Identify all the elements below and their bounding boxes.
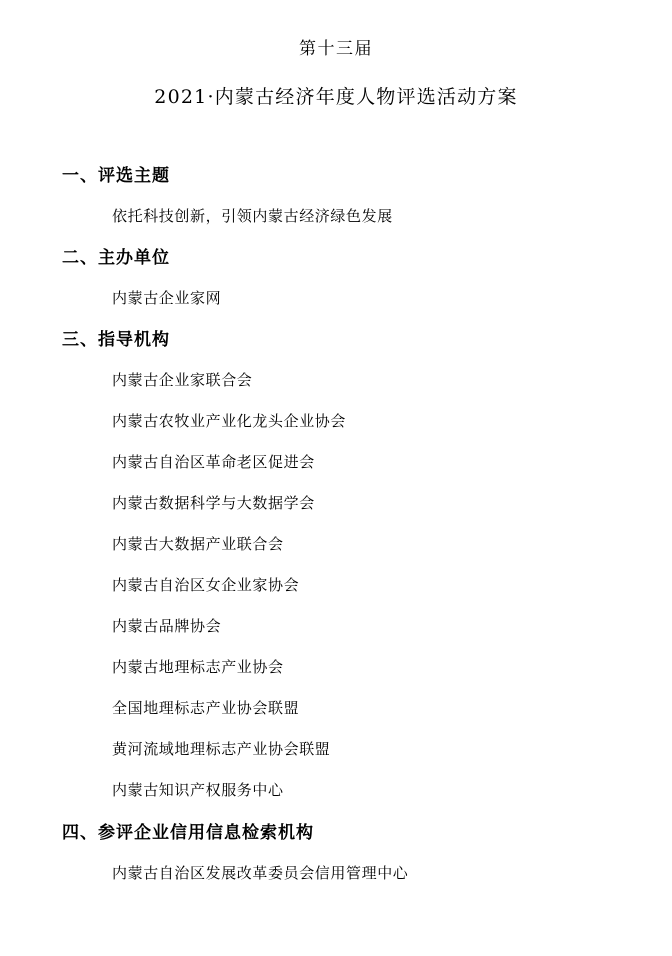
section-credit-search-agency: [62, 815, 610, 893]
section-item-list: [62, 278, 610, 318]
section-heading: 四、参评企业信用信息检索机构: [62, 823, 314, 843]
section-organizer: [62, 240, 610, 318]
section-guiding-institutions: [62, 322, 610, 811]
section-item-list: [62, 853, 610, 893]
list-item: 内蒙古企业家联合会: [112, 371, 253, 389]
list-item: 全国地理标志产业协会联盟: [112, 699, 300, 717]
section-heading: 三、指导机构: [62, 330, 170, 350]
list-item: 内蒙古品牌协会: [112, 617, 222, 635]
document-title-line-1: 第十三届: [299, 39, 373, 59]
section-topic: [62, 158, 610, 236]
list-item: 黄河流域地理标志产业协会联盟: [112, 740, 331, 758]
list-item: 内蒙古自治区女企业家协会: [112, 576, 300, 594]
list-item: 依托科技创新，引领内蒙古经济绿色发展: [112, 207, 393, 225]
document-body: [62, 158, 610, 893]
document-title-line-2: 2021·内蒙古经济年度人物评选活动方案: [154, 86, 518, 108]
list-item: 内蒙古自治区发展改革委员会信用管理中心: [112, 864, 409, 882]
list-item: 内蒙古数据科学与大数据学会: [112, 494, 315, 512]
list-item: 内蒙古自治区革命老区促进会: [112, 453, 315, 471]
list-item: 内蒙古农牧业产业化龙头企业协会: [112, 412, 347, 430]
list-item: 内蒙古大数据产业联合会: [112, 535, 284, 553]
list-item: 内蒙古知识产权服务中心: [112, 781, 284, 799]
list-item: 内蒙古企业家网: [112, 289, 222, 307]
document-title-block: [62, 34, 610, 114]
section-heading: 一、评选主题: [62, 166, 170, 186]
section-item-list: [62, 196, 610, 236]
list-item: 内蒙古地理标志产业协会: [112, 658, 284, 676]
section-heading: 二、主办单位: [62, 248, 170, 268]
section-item-list: [62, 360, 610, 811]
